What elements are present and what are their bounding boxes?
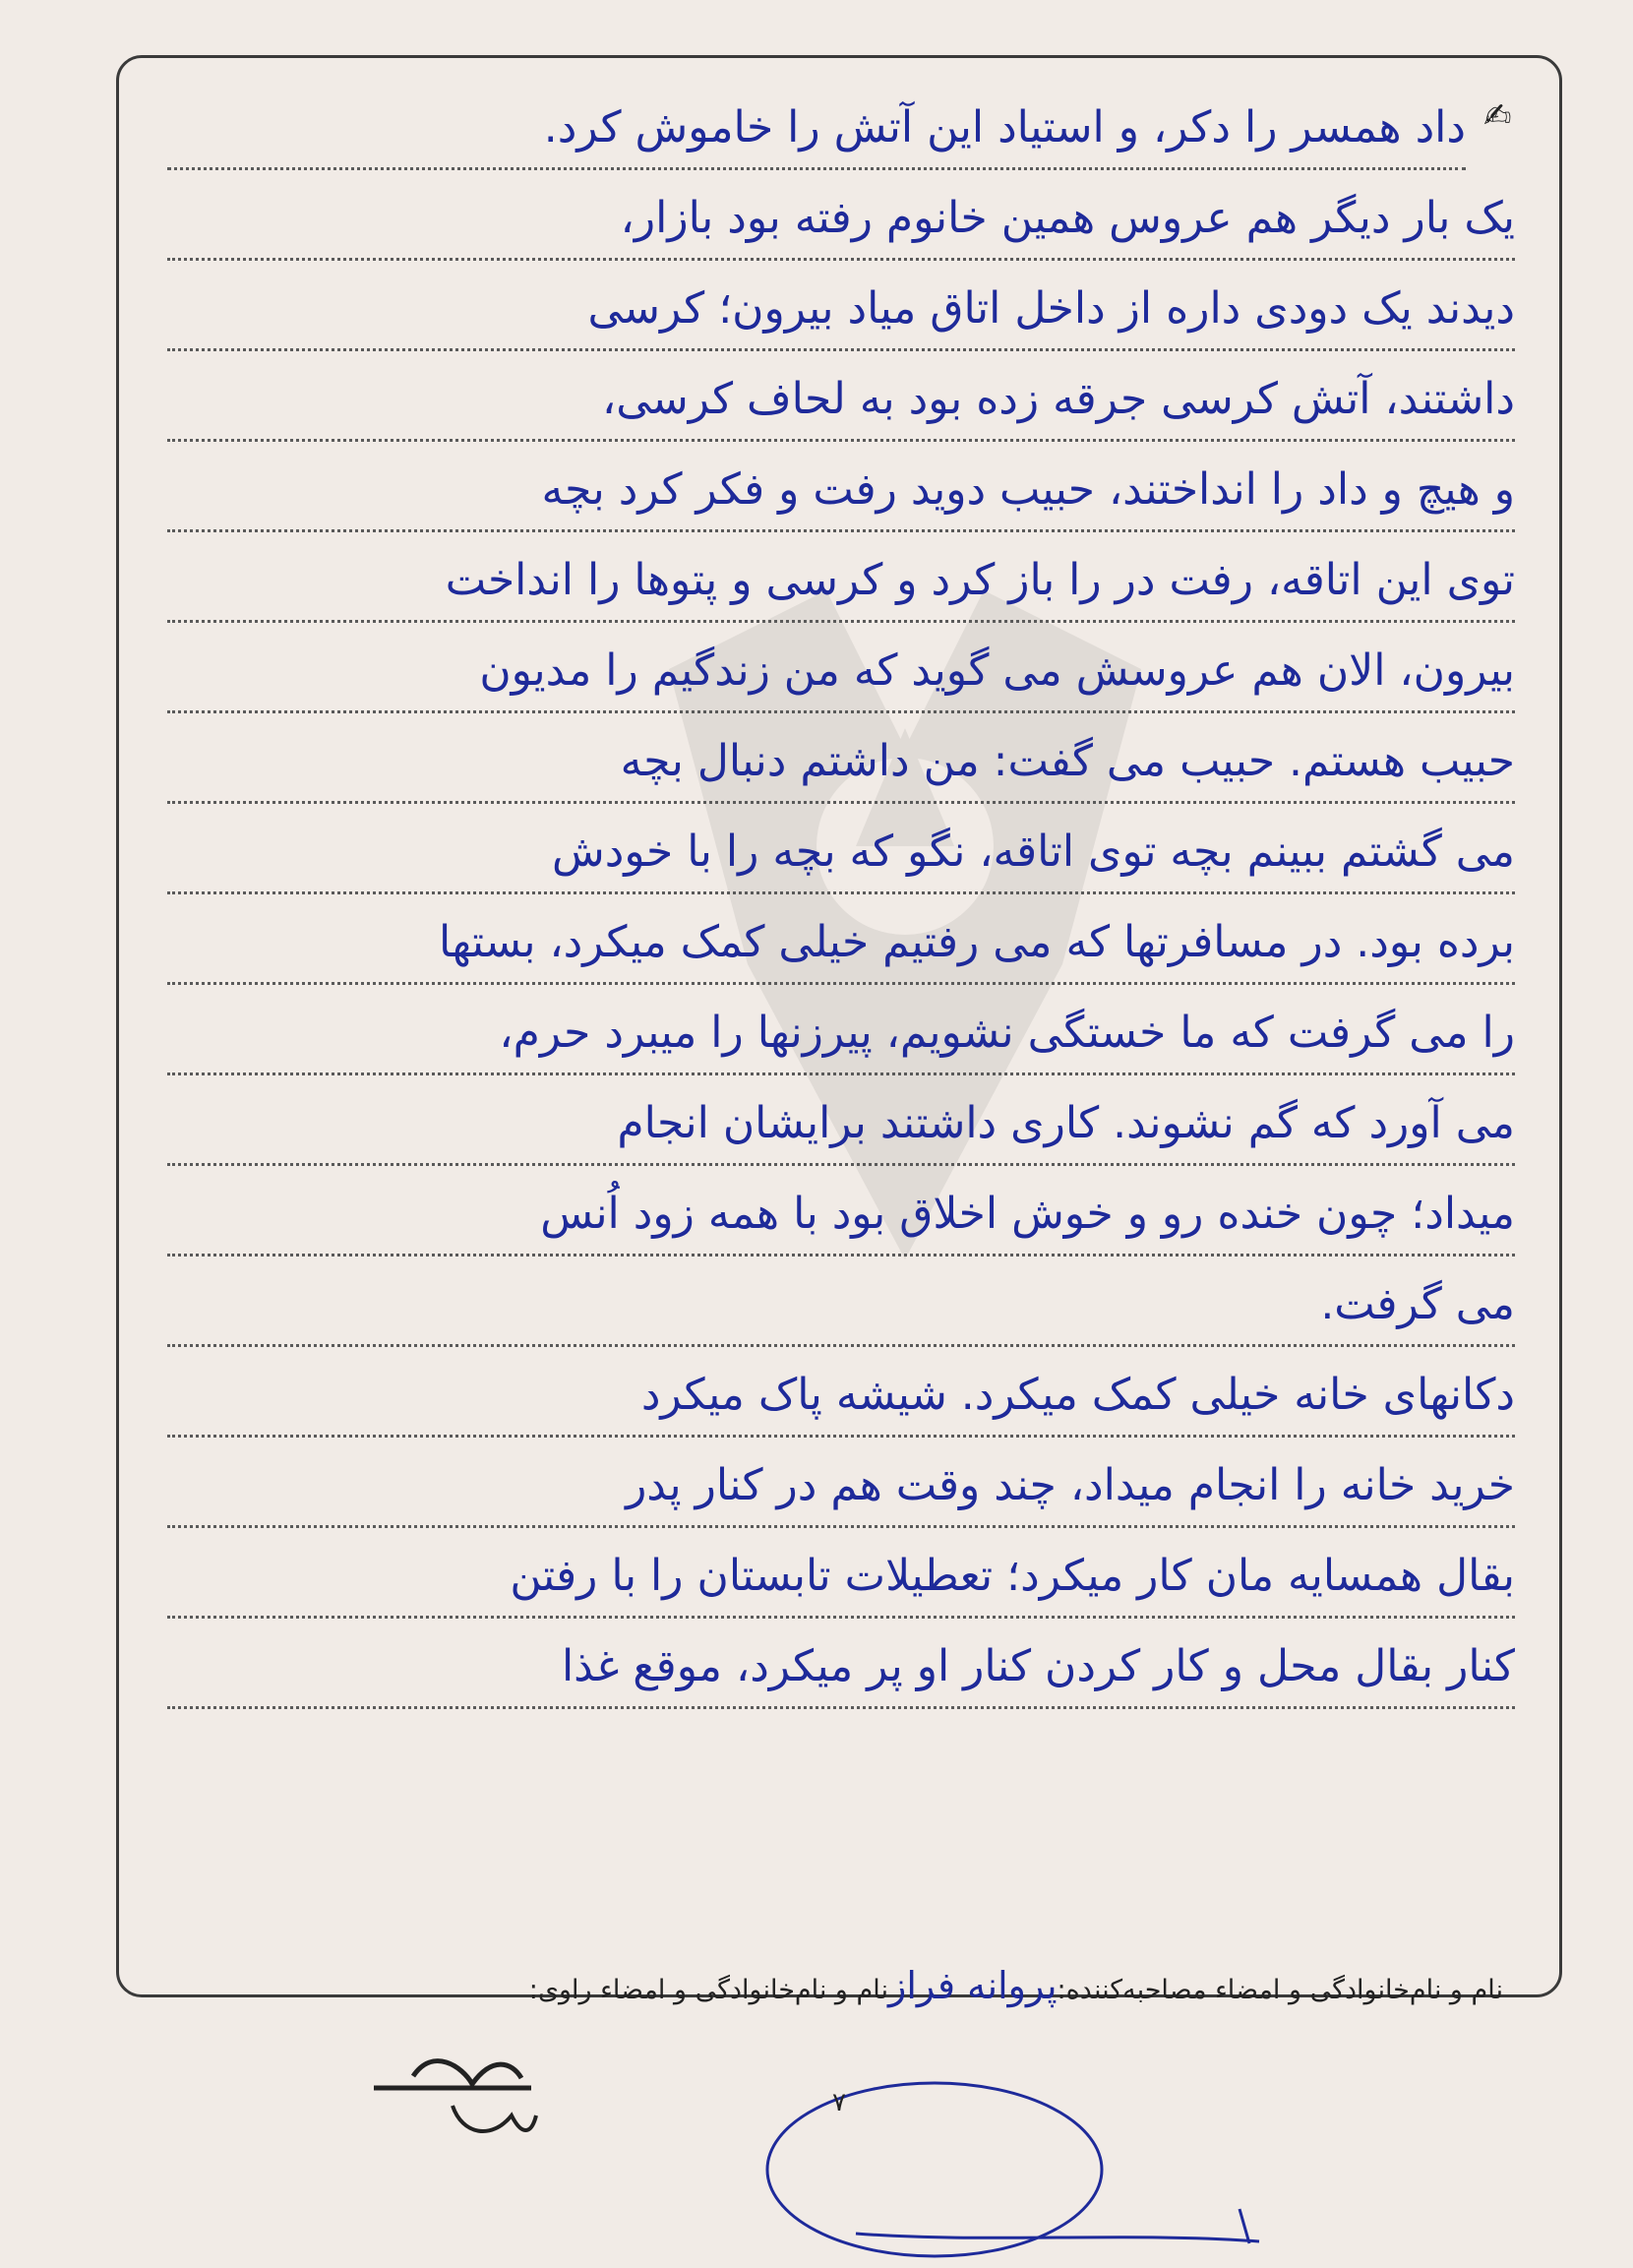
narrator-label: نام و نام‌خانوادگی و امضاء راوی: — [528, 1975, 889, 2005]
text-line: خرید خانه را انجام میداد، چند وقت هم در کنار پدر — [167, 1456, 1515, 1528]
text-line: دکانهای خانه خیلی کمک میکرد. شیشه پاک میکرد — [167, 1366, 1515, 1438]
text-line: حبیب هستم. حبیب می گفت: من داشتم دنبال بچه — [167, 732, 1515, 804]
signature-footer — [126, 1964, 1503, 2007]
text-line: داشتند، آتش کرسی جرقه زده بود به لحاف کرسی، — [167, 370, 1515, 442]
text-line: دیدند یک دودی داره از داخل اتاق میاد بیرون؛ کرسی — [167, 279, 1515, 351]
interviewer-signature-mark — [767, 2083, 1102, 2256]
text-line: داد همسر را دکر، و استیاد این آتش را خاموش کرد. — [167, 98, 1466, 170]
page-number: ۷ — [832, 2088, 846, 2117]
text-line: برده بود. در مسافرتها که می رفتیم خیلی کمک میکرد، بستها — [167, 913, 1515, 985]
interviewer-label: نام و نام‌خانوادگی و امضاء مصاحبه‌کننده: — [1057, 1975, 1503, 2005]
narrator-signature-mark — [453, 2106, 536, 2131]
text-line: توی این اتاقه، رفت در را باز کرد و کرسی و پتوها را انداخت — [167, 551, 1515, 623]
pen-icon: ✍ — [1483, 96, 1512, 136]
narrator-signature-mark — [374, 2061, 531, 2088]
text-line: می گرفت. — [167, 1275, 1515, 1347]
text-line: کنار بقال محل و کار کردن کنار او پر میکرد، موقع غذا — [167, 1637, 1515, 1709]
text-line: بقال همسایه مان کار میکرد؛ تعطیلات تابستان را با رفتن — [167, 1547, 1515, 1619]
interviewer-signature-mark — [856, 2209, 1259, 2243]
text-line: یک بار دیگر هم عروس همین خانوم رفته بود بازار، — [167, 189, 1515, 261]
interviewer-signature: پروانه فراز — [888, 1964, 1058, 2007]
text-line: بیرون، الان هم عروسش می گوید که من زندگیم را مدیون — [167, 642, 1515, 713]
text-line: را می گرفت که ما خستگی نشویم، پیرزنها را میبرد حرم، — [167, 1004, 1515, 1075]
text-line: می گشتم ببینم بچه توی اتاقه، نگو که بچه را با خودش — [167, 823, 1515, 894]
text-line: می آورد که گم نشوند. کاری داشتند برایشان انجام — [167, 1094, 1515, 1166]
text-line: میداد؛ چون خنده رو و خوش اخلاق بود با همه زود اُنس — [167, 1185, 1515, 1257]
text-line: و هیچ و داد را انداختند، حبیب دوید رفت و فکر کرد بچه — [167, 460, 1515, 532]
